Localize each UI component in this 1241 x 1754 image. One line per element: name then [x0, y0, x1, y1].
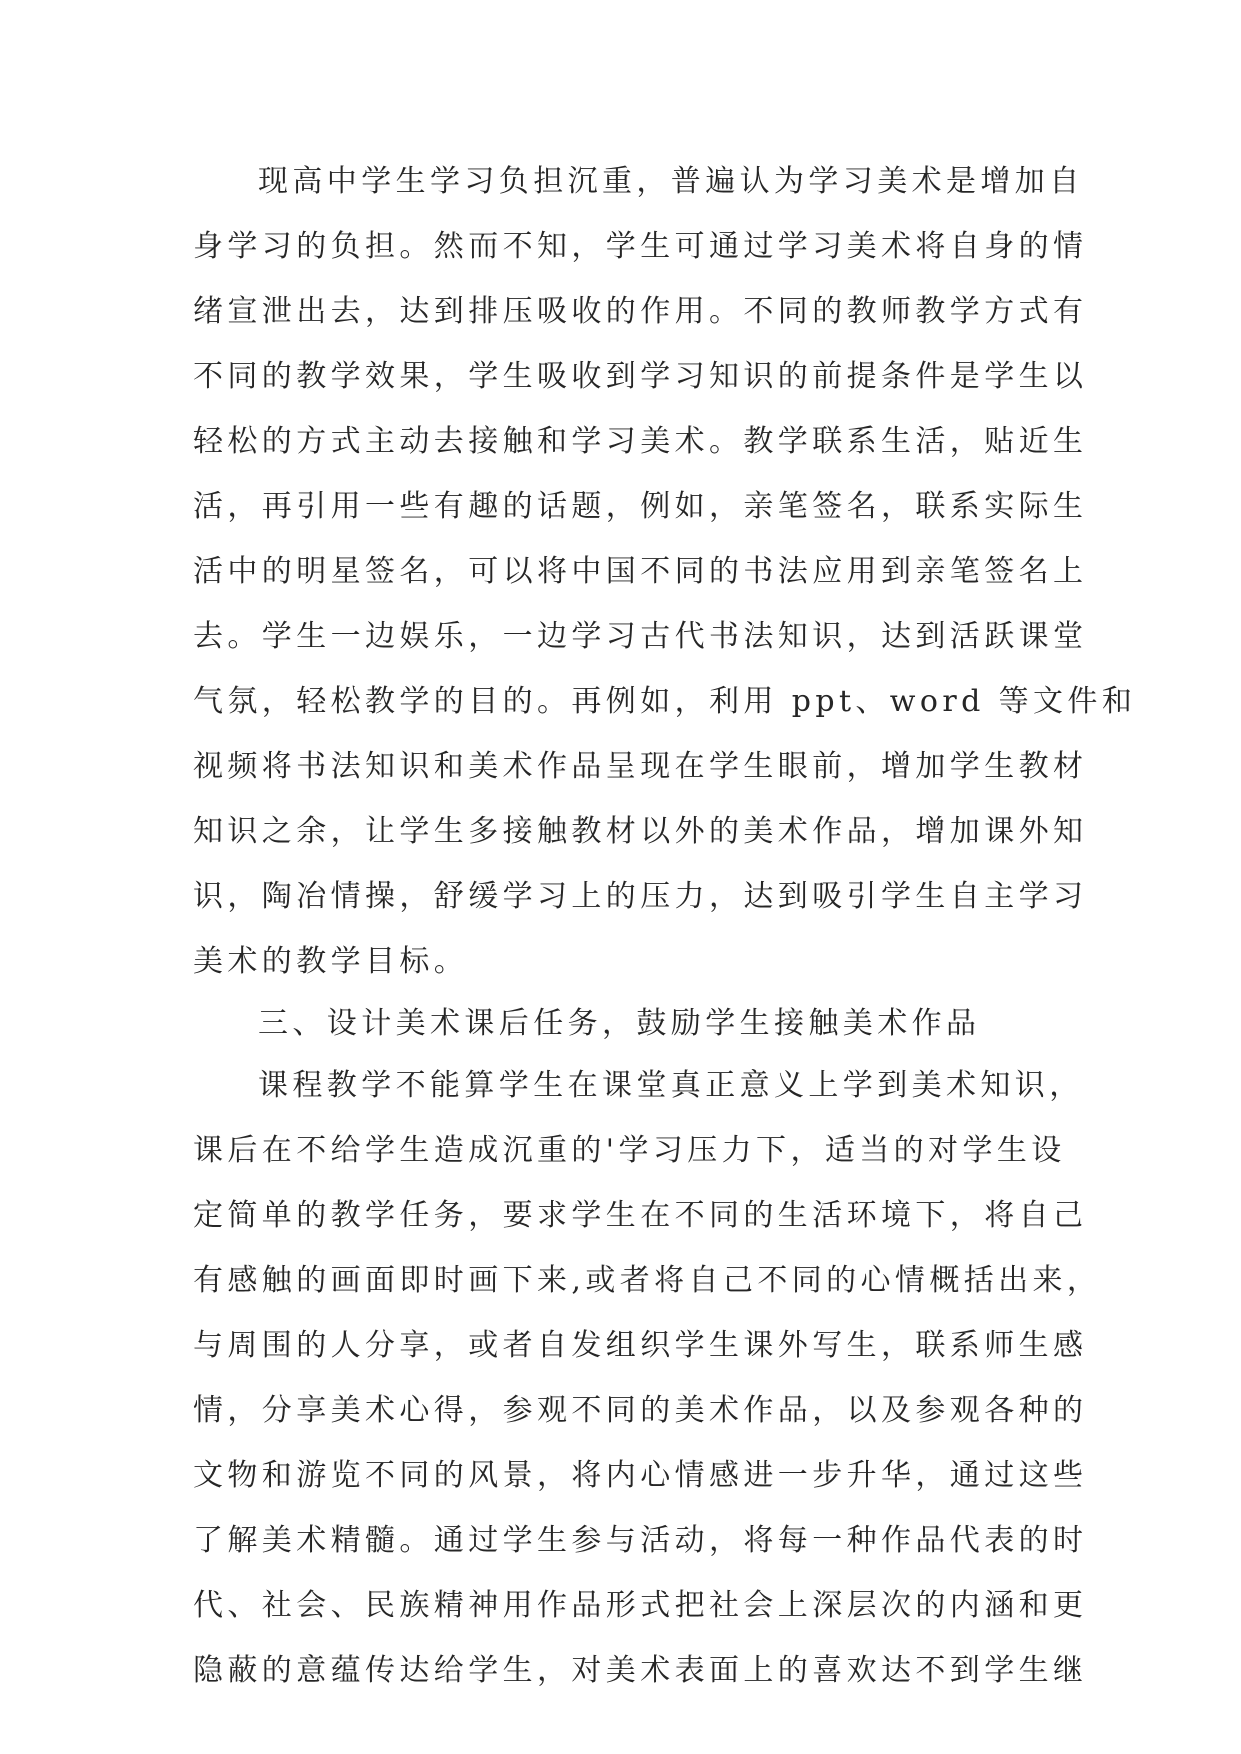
section-heading: 三、设计美术课后任务，鼓励学生接触美术作品: [258, 1006, 981, 1041]
text-line-22: 了解美术精髓。通过学生参与活动，将每一种作品代表的时: [193, 1523, 1088, 1558]
text-line-19: 与周围的人分享，或者自发组织学生课外写生，联系师生感: [193, 1328, 1088, 1363]
text-line-16: 课后在不给学生造成沉重的'学习压力下，适当的对学生设: [193, 1133, 1066, 1168]
text-line-12: 识，陶冶情操，舒缓学习上的压力，达到吸引学生自主学习: [193, 879, 1088, 914]
text-line-21: 文物和游览不同的风景，将内心情感进一步升华，通过这些: [193, 1458, 1088, 1493]
text-line-3: 绪宣泄出去，达到排压吸收的作用。不同的教师教学方式有: [193, 294, 1088, 329]
text-line-10: 视频将书法知识和美术作品呈现在学生眼前，增加学生教材: [193, 749, 1088, 784]
text-line-17: 定简单的教学任务，要求学生在不同的生活环境下，将自己: [193, 1198, 1088, 1233]
text-line-24: 隐蔽的意蕴传达给学生，对美术表面上的喜欢达不到学生继: [193, 1653, 1088, 1688]
text-line-11: 知识之余，让学生多接触教材以外的美术作品，增加课外知: [193, 814, 1088, 849]
text-line-7: 活中的明星签名，可以将中国不同的书法应用到亲笔签名上: [193, 554, 1088, 589]
text-line-9: 气氛，轻松教学的目的。再例如，利用 ppt、word 等文件和: [193, 684, 1137, 719]
text-line-1: 现高中学生学习负担沉重，普遍认为学习美术是增加自: [258, 164, 1084, 199]
text-line-4: 不同的教学效果，学生吸收到学习知识的前提条件是学生以: [193, 359, 1088, 394]
text-line-8: 去。学生一边娱乐，一边学习古代书法知识，达到活跃课堂: [193, 619, 1088, 654]
text-line-20: 情，分享美术心得，参观不同的美术作品，以及参观各种的: [193, 1393, 1088, 1428]
text-line-18: 有感触的画面即时画下来,或者将自己不同的心情概括出来，: [193, 1263, 1102, 1298]
text-line-13: 美术的教学目标。: [193, 944, 469, 979]
text-line-6: 活，再引用一些有趣的话题，例如，亲笔签名，联系实际生: [193, 489, 1088, 524]
text-line-23: 代、社会、民族精神用作品形式把社会上深层次的内涵和更: [193, 1588, 1088, 1623]
text-line-5: 轻松的方式主动去接触和学习美术。教学联系生活，贴近生: [193, 424, 1088, 459]
text-line-2: 身学习的负担。然而不知，学生可通过学习美术将自身的情: [193, 229, 1088, 264]
text-line-15: 课程教学不能算学生在课堂真正意义上学到美术知识，: [258, 1068, 1084, 1103]
